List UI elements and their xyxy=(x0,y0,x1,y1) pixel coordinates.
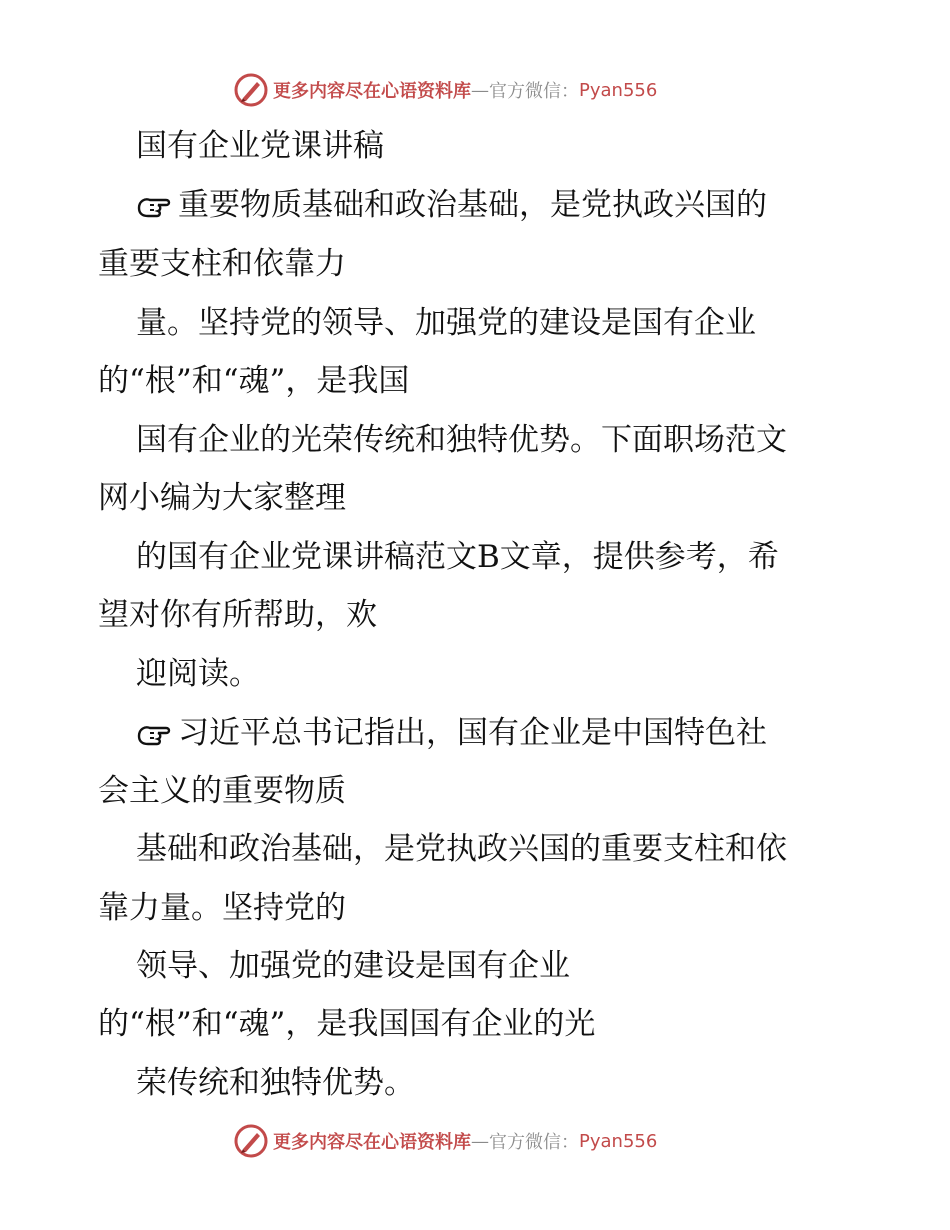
paragraph-line: 国有企业的光荣传统和独特优势。下面职场范文 xyxy=(136,422,787,458)
banner-wechat-id: Pyan556 xyxy=(579,1130,658,1152)
banner-separator: — xyxy=(471,1130,489,1152)
paragraph-line: 的“根”和“魂”，是我国 xyxy=(98,363,410,399)
pen-logo-icon xyxy=(233,72,269,108)
paragraph-line: 靠力量。坚持党的 xyxy=(98,890,346,926)
paragraph-line: 的“根”和“魂”，是我国国有企业的光 xyxy=(98,1006,596,1042)
paragraph-line: 重要物质基础和政治基础，是党执政兴国的 xyxy=(136,185,767,225)
paragraph-line: 重要支柱和依靠力 xyxy=(98,246,346,282)
footer-banner xyxy=(233,1122,657,1160)
banner-wechat-label: 官方微信： xyxy=(489,81,579,102)
paragraph-line: 望对你有所帮助，欢 xyxy=(98,597,377,633)
paragraph-line: 习近平总书记指出，国有企业是中国特色社 xyxy=(136,713,767,753)
hand-pointer-icon xyxy=(136,192,176,222)
paragraph-line: 量。坚持党的领导、加强党的建设是国有企业 xyxy=(136,305,756,341)
banner-wechat-label: 官方微信： xyxy=(489,1132,579,1153)
document-title: 国有企业党课讲稿 xyxy=(136,128,384,164)
paragraph-line: 会主义的重要物质 xyxy=(98,773,346,809)
paragraph-line: 领导、加强党的建设是国有企业 xyxy=(136,948,570,984)
paragraph-line: 荣传统和独特优势。 xyxy=(136,1065,415,1101)
banner-brand: 更多内容尽在心语资料库 xyxy=(273,81,471,102)
banner-wechat-id: Pyan556 xyxy=(579,79,658,101)
pen-logo-icon xyxy=(233,1123,269,1159)
header-banner xyxy=(233,71,657,109)
banner-separator: — xyxy=(471,79,489,101)
paragraph-line: 网小编为大家整理 xyxy=(98,480,346,516)
banner-brand: 更多内容尽在心语资料库 xyxy=(273,1132,471,1153)
paragraph-line: 基础和政治基础，是党执政兴国的重要支柱和依 xyxy=(136,831,787,867)
paragraph-line: 迎阅读。 xyxy=(136,656,260,692)
hand-pointer-icon xyxy=(136,720,176,750)
paragraph-line: 的国有企业党课讲稿范文B文章，提供参考，希 xyxy=(136,539,779,575)
